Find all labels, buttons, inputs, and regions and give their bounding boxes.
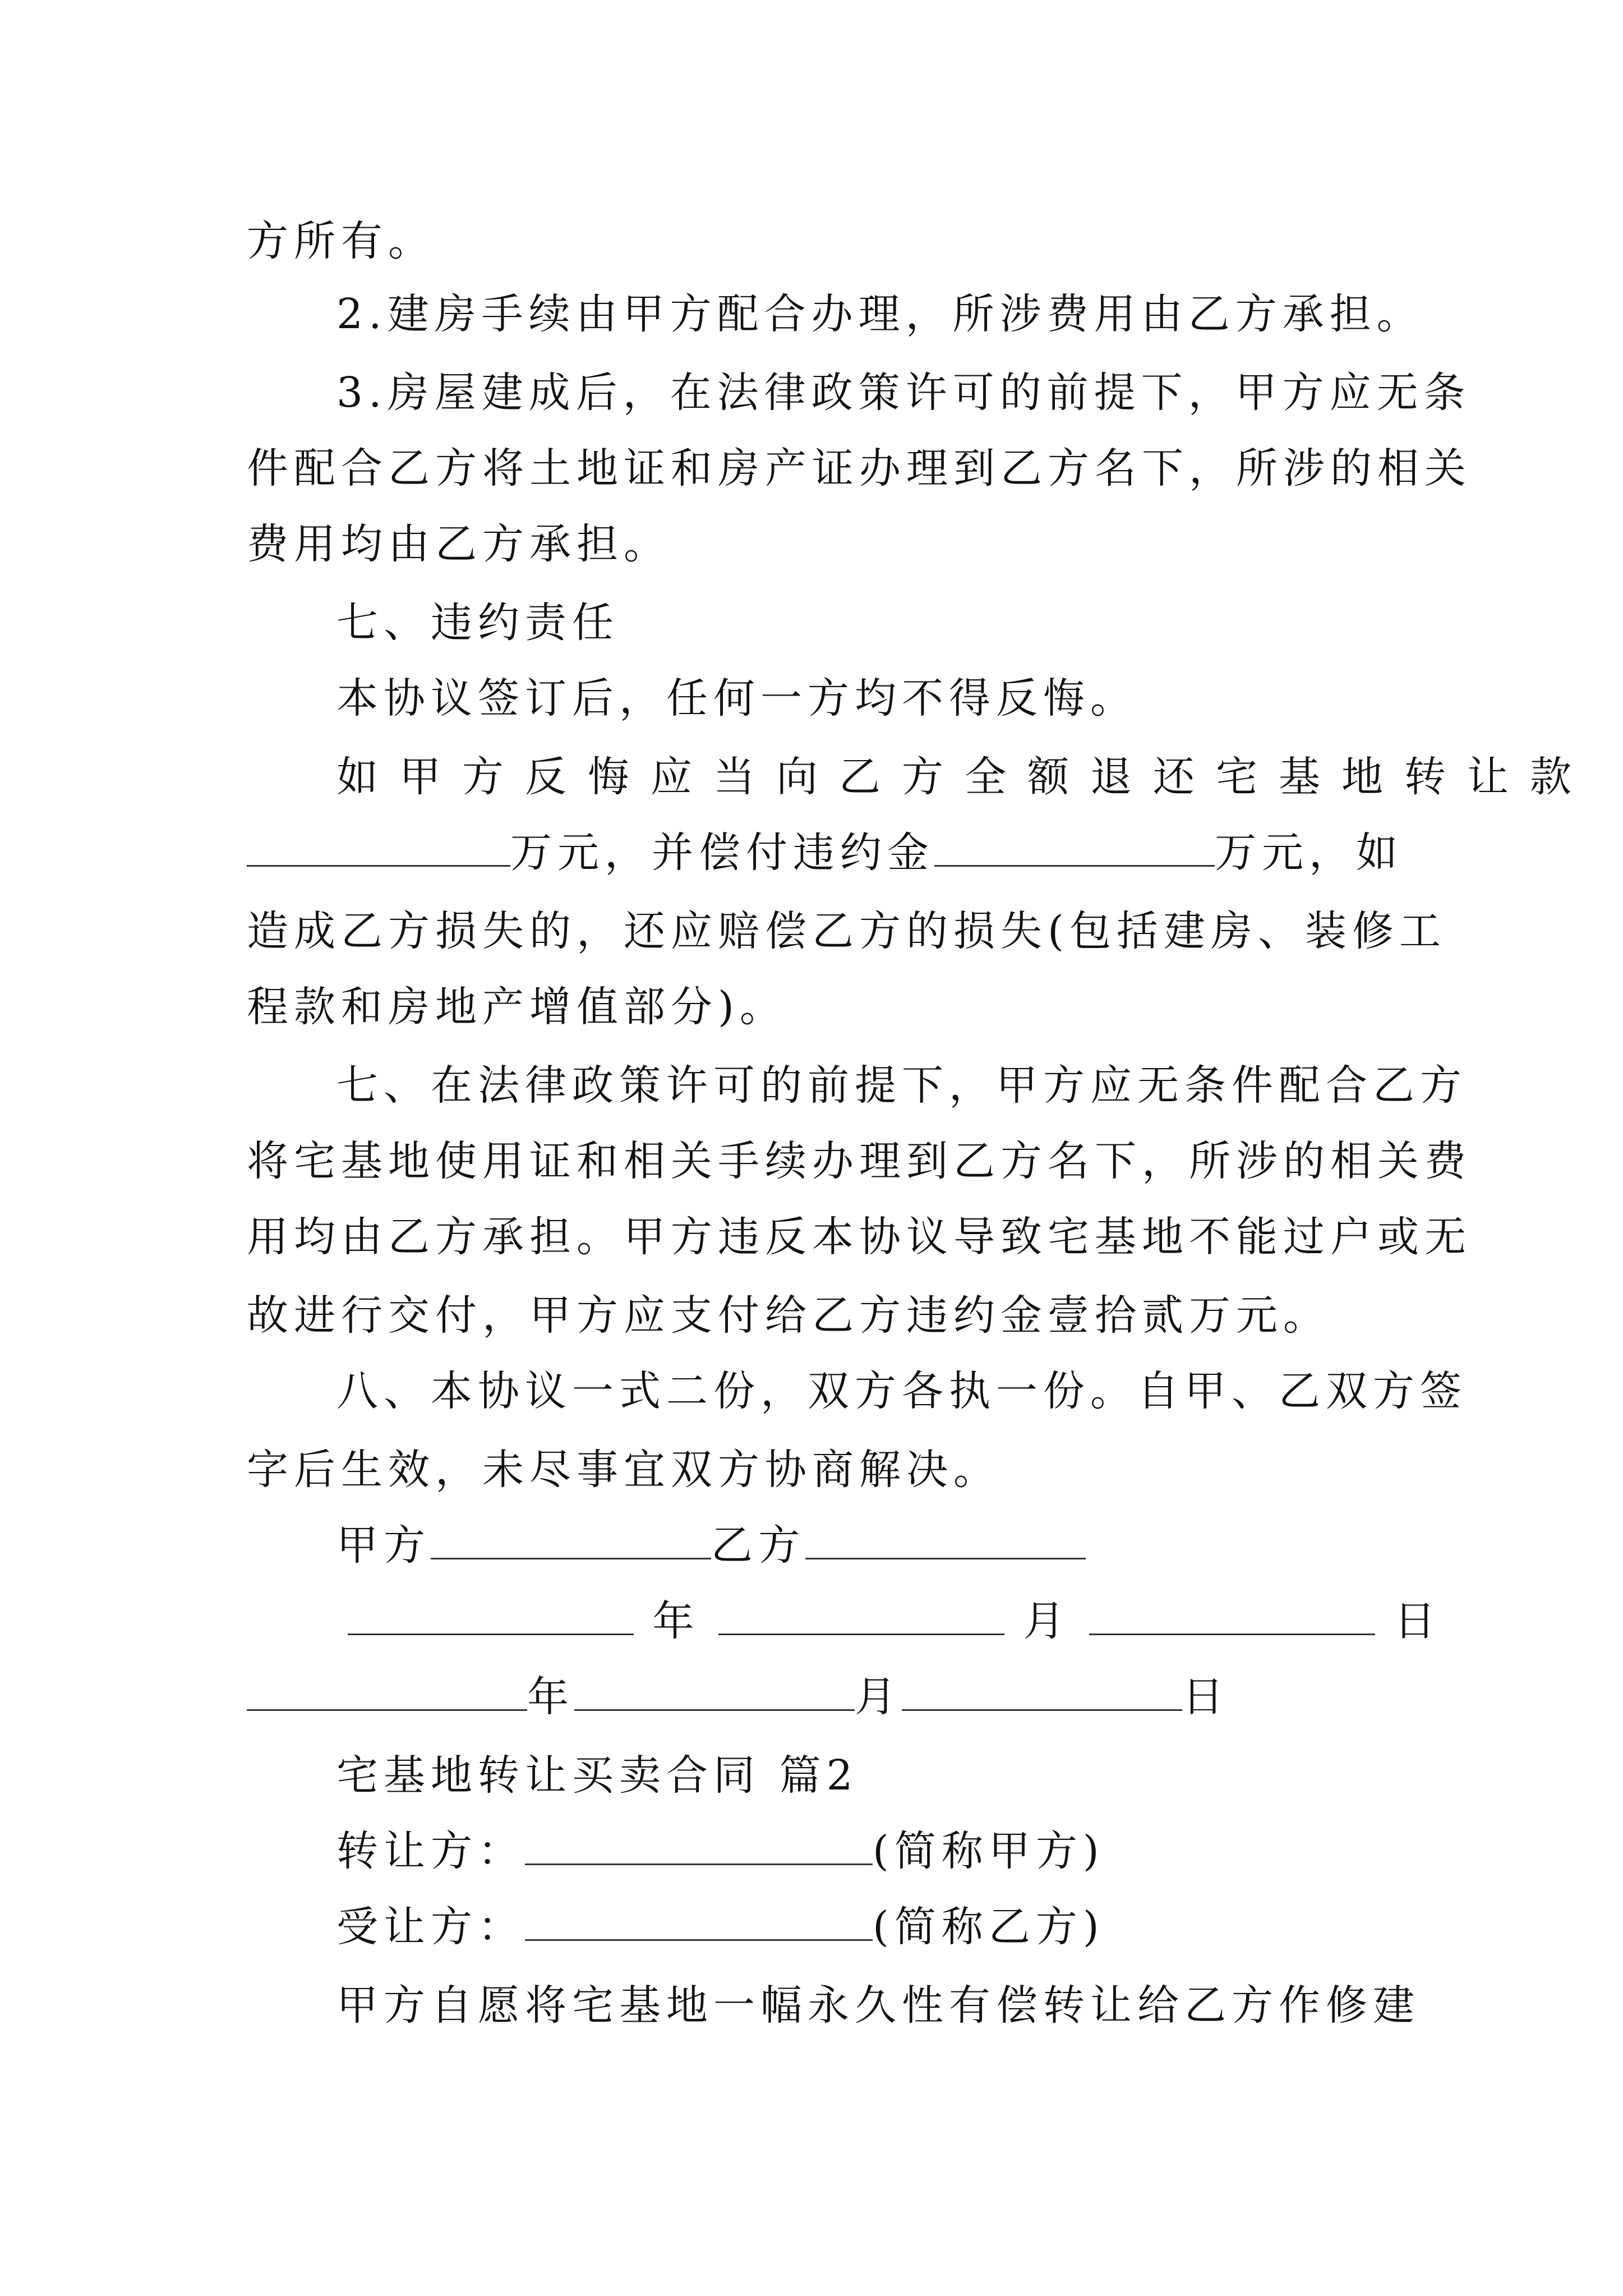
paragraph-line: 八、本协议一式二份，双方各执一份。自甲、乙双方签 <box>336 1367 1467 1415</box>
transferee-label: 受让方： <box>336 1903 525 1951</box>
year-label: 年 <box>652 1597 700 1645</box>
paragraph-line: 甲方自愿将宅基地一幅永久性有偿转让给乙方作修建 <box>336 1981 1420 2030</box>
month-blank <box>574 1670 855 1711</box>
paragraph-line: 故进行交付，甲方应支付给乙方违约金壹拾贰万元。 <box>247 1291 1330 1340</box>
month-blank <box>718 1594 1004 1635</box>
paragraph-line: 方所有。 <box>247 217 435 265</box>
paragraph-line: 本协议签订后，任何一方均不得反悔。 <box>336 674 1137 723</box>
text-segment: 万元，并偿付违约金 <box>510 829 934 877</box>
signature-line <box>336 1517 1086 1573</box>
year-label: 年 <box>527 1673 574 1721</box>
paragraph-line: 七、在法律政策许可的前提下，甲方应无条件配合乙方 <box>336 1061 1467 1110</box>
paragraph-line <box>247 825 1403 881</box>
month-label: 月 <box>855 1673 902 1721</box>
transferor-blank <box>525 1824 873 1865</box>
month-label: 月 <box>1023 1597 1071 1645</box>
day-blank <box>1089 1594 1375 1635</box>
day-label: 日 <box>1394 1597 1441 1645</box>
paragraph-line: 造成乙方损失的，还应赔偿乙方的损失(包括建房、装修工 <box>247 907 1446 955</box>
year-blank <box>348 1594 634 1635</box>
day-blank <box>902 1670 1182 1711</box>
paragraph-line: 2.建房手续由甲方配合办理，所涉费用由乙方承担。 <box>336 290 1424 338</box>
party-a-signature-blank <box>431 1519 711 1559</box>
paragraph-line: 费用均由乙方承担。 <box>247 520 671 568</box>
text-segment: 万元，如 <box>1215 829 1403 877</box>
paragraph-line: 字后生效，未尽事宜双方协商解决。 <box>247 1446 1000 1494</box>
transferee-line <box>336 1899 1105 1955</box>
paragraph-line: 件配合乙方将土地证和房产证办理到乙方名下，所涉的相关 <box>247 444 1472 493</box>
amount-blank <box>247 826 510 867</box>
section-title: 宅基地转让买卖合同 篇2 <box>336 1751 859 1800</box>
transferee-blank <box>525 1900 873 1941</box>
transferor-label: 转让方： <box>336 1827 525 1875</box>
penalty-blank <box>934 826 1215 867</box>
paragraph-line: 如甲方反悔应当向乙方全额退还宅基地转让款 <box>336 753 1593 801</box>
party-b-label: 乙方 <box>711 1521 805 1570</box>
paragraph-line: 将宅基地使用证和相关手续办理到乙方名下，所涉的相关费 <box>247 1137 1472 1185</box>
transferor-note: (简称甲方) <box>873 1827 1105 1875</box>
year-blank <box>247 1670 527 1711</box>
paragraph-line: 3.房屋建成后，在法律政策许可的前提下，甲方应无条 <box>336 369 1471 417</box>
section-heading: 七、违约责任 <box>336 599 619 647</box>
date-line <box>348 1593 1441 1649</box>
day-label: 日 <box>1182 1673 1229 1721</box>
party-a-label: 甲方 <box>336 1521 431 1570</box>
transferor-line <box>336 1823 1105 1879</box>
paragraph-line: 程款和房地产增值部分)。 <box>247 983 787 1031</box>
date-line <box>247 1669 1229 1725</box>
paragraph-line: 用均由乙方承担。甲方违反本协议导致宅基地不能过户或无 <box>247 1213 1472 1261</box>
party-b-signature-blank <box>805 1519 1086 1559</box>
transferee-note: (简称乙方) <box>873 1903 1105 1951</box>
